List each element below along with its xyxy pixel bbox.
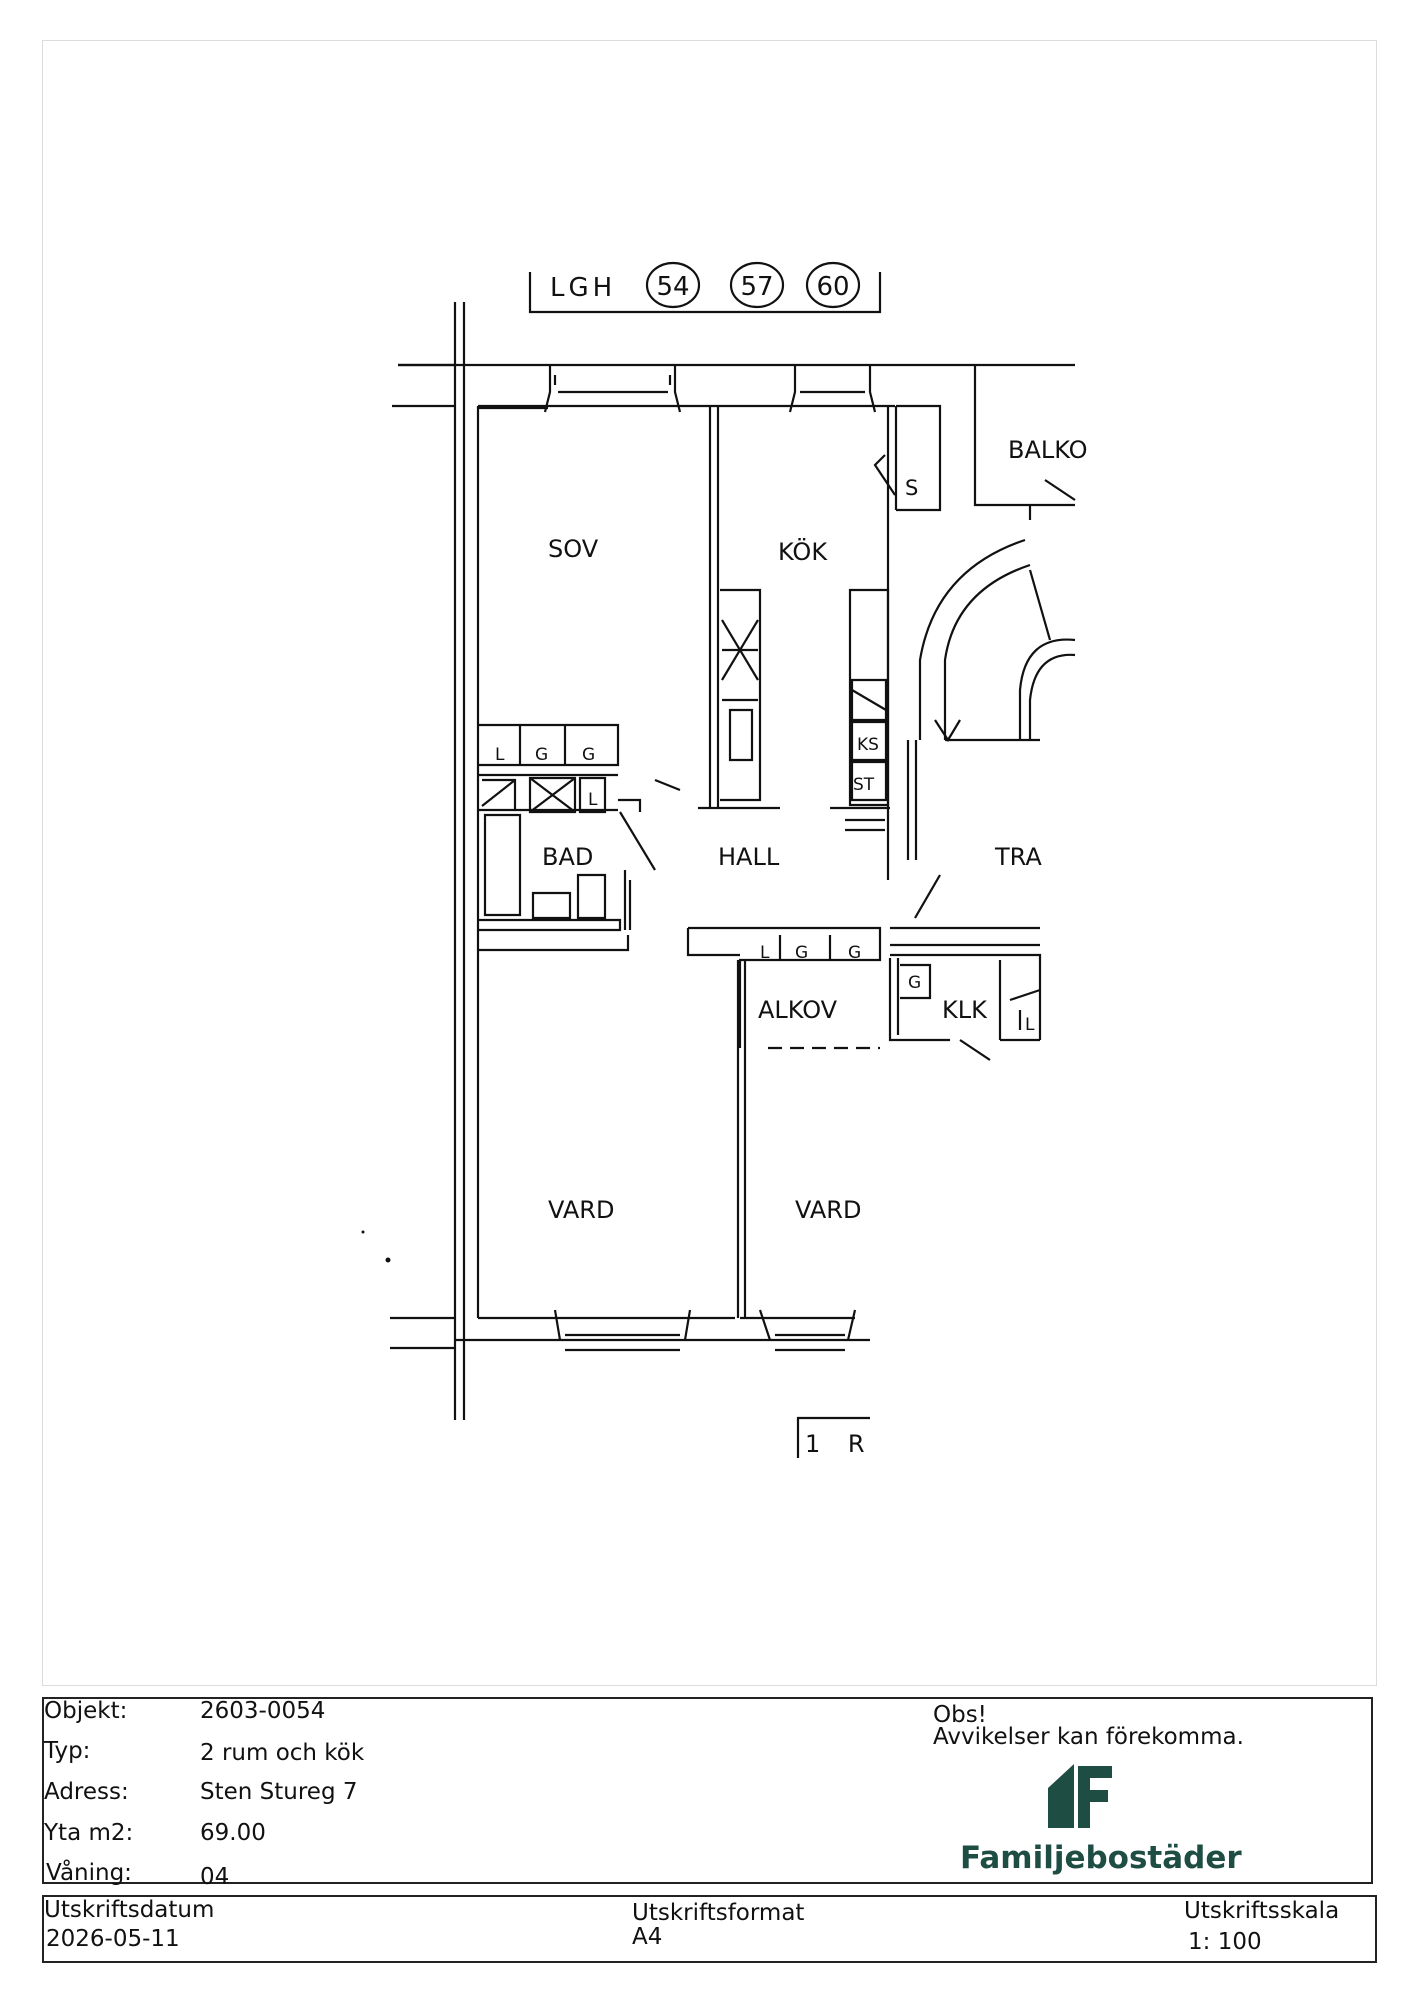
fixture-label-g4: G (848, 943, 862, 963)
fixture-label-ks: KS (857, 735, 879, 755)
room-label-balkong: BALKO (1008, 436, 1088, 464)
room-label-trapp: TRA (995, 843, 1042, 871)
utskriftsdatum-label: Utskriftsdatum (44, 1897, 215, 1923)
yta-value: 69.00 (200, 1820, 266, 1846)
objekt-label: Objekt: (44, 1698, 128, 1724)
fixture-label-l2: L (760, 943, 770, 963)
brand-name: Familjebostäder (960, 1840, 1242, 1876)
yta-label: Yta m2: (44, 1820, 134, 1846)
familjebostader-logo-icon (1048, 1764, 1112, 1828)
fixture-label-l-klk: L (1025, 1015, 1035, 1035)
room-label-alkov: ALKOV (758, 996, 838, 1024)
apartment-number-1: 54 (656, 272, 690, 302)
adress-value: Sten Stureg 7 (200, 1779, 358, 1805)
room-label-sov: SOV (548, 535, 599, 563)
utskriftsdatum-value: 2026-05-11 (46, 1926, 180, 1952)
fixture-label-s: S (905, 476, 919, 500)
room-label-vard-2: VARD (795, 1196, 862, 1224)
fixture-label-st: ST (853, 775, 875, 795)
room-label-vard-1: VARD (548, 1196, 615, 1224)
room-label-hall: HALL (718, 843, 780, 871)
vaning-label: Våning: (46, 1860, 132, 1886)
fixture-label-g3: G (795, 943, 809, 963)
utskriftsskala-label: Utskriftsskala (1184, 1898, 1340, 1924)
obs-text: Avvikelser kan förekomma. (933, 1724, 1244, 1750)
adress-label: Adress: (44, 1779, 129, 1805)
floor-marker: 1 R (805, 1430, 875, 1458)
plan-title: LGH (550, 273, 617, 303)
vaning-value: 04 (200, 1864, 230, 1890)
objekt-value: 2603-0054 (200, 1698, 326, 1724)
typ-label: Typ: (44, 1738, 91, 1764)
room-label-kok: KÖK (778, 538, 828, 566)
apartment-number-3: 60 (816, 272, 850, 302)
fixture-label-l1: L (495, 745, 505, 765)
typ-value: 2 rum och kök (200, 1740, 365, 1766)
fixture-label-l-bad: L (588, 790, 598, 810)
apartment-number-2: 57 (740, 272, 774, 302)
utskriftsskala-value: 1: 100 (1188, 1929, 1262, 1955)
room-label-bad: BAD (542, 843, 594, 871)
utskriftsformat-label: Utskriftsformat (632, 1900, 805, 1926)
obs-title: Obs! (933, 1702, 987, 1728)
room-label-klk: KLK (942, 996, 987, 1024)
fixture-label-g-klk: G (908, 973, 922, 993)
utskriftsformat-value: A4 (632, 1924, 663, 1950)
fixture-label-g2: G (582, 745, 596, 765)
fixture-label-g1: G (535, 745, 549, 765)
